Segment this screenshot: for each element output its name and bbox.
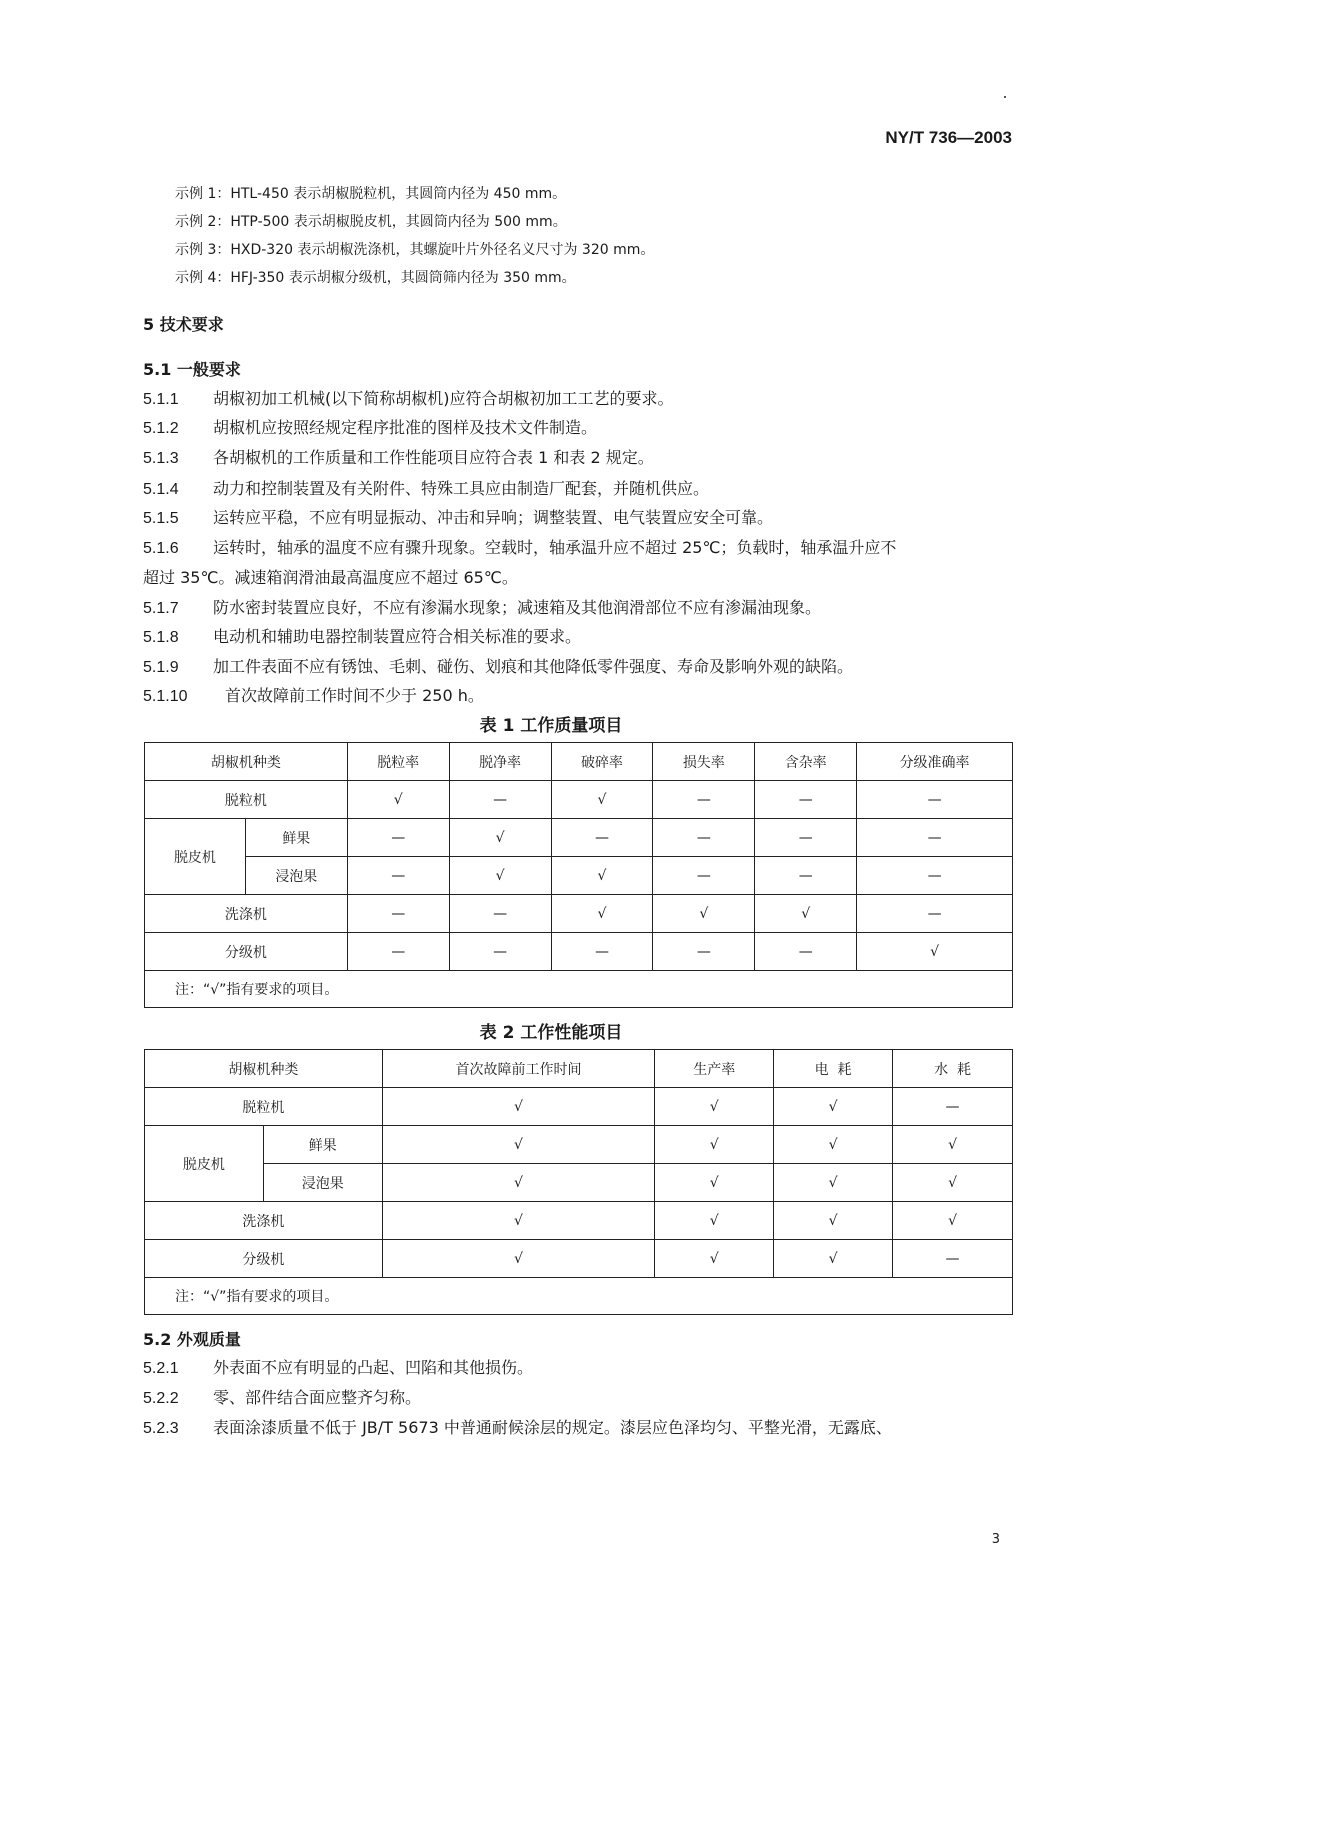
clause-text: 运转时，轴承的温度不应有骤升现象。空载时，轴承温升应不超过 25℃；负载时，轴承温升应不: [213, 538, 897, 557]
table-cell: —: [653, 781, 755, 819]
table-cell: —: [653, 819, 755, 857]
table-cell: √: [449, 857, 551, 895]
table-row: [145, 781, 1013, 819]
clause-number: 5.1.4: [143, 481, 179, 498]
clause-number: 5.2.1: [143, 1360, 179, 1377]
clause-5-1-6: [143, 535, 896, 558]
sub-type-cell: 鲜果: [263, 1126, 382, 1164]
table-cell: √: [347, 781, 449, 819]
table-note-row: [145, 1278, 1013, 1315]
table-cell: √: [774, 1164, 893, 1202]
table-cell: —: [653, 933, 755, 971]
table-cell: √: [449, 819, 551, 857]
table-cell: √: [653, 895, 755, 933]
machine-type-cell: 脱粒机: [145, 781, 348, 819]
table-row: [145, 1126, 1013, 1164]
clause-5-1-3: [143, 445, 654, 468]
clause-5-1-9: [143, 654, 853, 677]
table-note-row: [145, 971, 1013, 1008]
table-cell: √: [655, 1202, 774, 1240]
table-cell: √: [893, 1126, 1013, 1164]
clause-number: 5.1.5: [143, 510, 179, 527]
clause-number: 5.1.10: [143, 688, 188, 705]
clause-5-1-6-continued: 超过 35℃。减速箱润滑油最高温度应不超过 65℃。: [143, 568, 518, 587]
section-5-1-heading: 5.1 一般要求: [143, 360, 241, 379]
table-cell: √: [893, 1202, 1013, 1240]
table-header-cell: 损失率: [653, 743, 755, 781]
table-row: [145, 857, 1013, 895]
section-5-heading: 5 技术要求: [143, 315, 224, 334]
clause-number: 5.1.1: [143, 391, 179, 408]
clause-5-1-4: [143, 476, 709, 499]
clause-5-1-1: [143, 386, 674, 409]
table-header-cell: 首次故障前工作时间: [382, 1050, 655, 1088]
clause-number: 5.1.7: [143, 600, 179, 617]
table-cell: —: [653, 857, 755, 895]
table-row: [145, 1240, 1013, 1278]
table-header-cell: 分级准确率: [857, 743, 1013, 781]
clause-number: 5.1.9: [143, 659, 179, 676]
table-row: [145, 895, 1013, 933]
machine-type-cell: 分级机: [145, 1240, 383, 1278]
machine-type-cell: 脱粒机: [145, 1088, 383, 1126]
table-header-cell: 胡椒机种类: [145, 1050, 383, 1088]
table-cell: √: [774, 1202, 893, 1240]
table-cell: √: [382, 1164, 655, 1202]
clause-text: 胡椒机应按照经规定程序批准的图样及技术文件制造。: [213, 418, 598, 437]
clause-number: 5.1.6: [143, 540, 179, 557]
standard-number-header: NY/T 736—2003: [885, 128, 1012, 147]
clause-text: 首次故障前工作时间不少于 250 h。: [225, 686, 484, 705]
machine-type-cell: 洗涤机: [145, 1202, 383, 1240]
clause-text: 运转应平稳，不应有明显振动、冲击和异响；调整装置、电气装置应安全可靠。: [213, 508, 774, 527]
clause-text: 零、部件结合面应整齐匀称。: [213, 1388, 422, 1407]
table-header-cell: 脱粒率: [347, 743, 449, 781]
table-cell: —: [857, 781, 1013, 819]
table-header-cell: 胡椒机种类: [145, 743, 348, 781]
example-2: 示例 2：HTP-500 表示胡椒脱皮机，其圆筒内径为 500 mm。: [175, 214, 567, 230]
clause-text: 表面涂漆质量不低于 JB/T 5673 中普通耐候涂层的规定。漆层应色泽均匀、平整光滑，无露底、: [213, 1418, 892, 1437]
table-note: 注：“√”指有要求的项目。: [145, 1278, 1013, 1315]
table-1: [144, 742, 1013, 1008]
clause-text: 动力和控制装置及有关附件、特殊工具应由制造厂配套，并随机供应。: [213, 479, 710, 498]
scan-speck: [1004, 96, 1006, 98]
page-number: 3: [991, 1532, 1000, 1547]
table-cell: —: [755, 857, 857, 895]
table-cell: √: [382, 1088, 655, 1126]
table-cell: —: [347, 895, 449, 933]
table-cell: √: [857, 933, 1013, 971]
table-cell: √: [382, 1202, 655, 1240]
table-cell: —: [755, 933, 857, 971]
table-cell: √: [655, 1126, 774, 1164]
table-cell: —: [893, 1240, 1013, 1278]
table-row: [145, 1088, 1013, 1126]
table-cell: √: [551, 857, 653, 895]
table-cell: —: [857, 857, 1013, 895]
table-header-cell: 脱净率: [449, 743, 551, 781]
sub-type-cell: 浸泡果: [245, 857, 347, 895]
table-cell: √: [382, 1126, 655, 1164]
clause-number: 5.1.2: [143, 420, 179, 437]
table-cell: √: [655, 1240, 774, 1278]
machine-type-cell: 分级机: [145, 933, 348, 971]
clause-5-1-7: [143, 595, 821, 618]
table-cell: √: [755, 895, 857, 933]
table-cell: √: [774, 1088, 893, 1126]
table-cell: —: [449, 895, 551, 933]
table-cell: —: [551, 819, 653, 857]
table-cell: —: [449, 933, 551, 971]
table-cell: —: [449, 781, 551, 819]
table-cell: —: [857, 895, 1013, 933]
table-row: [145, 933, 1013, 971]
table-1-caption: 表 1 工作质量项目: [479, 716, 623, 736]
clause-text: 外表面不应有明显的凸起、凹陷和其他损伤。: [213, 1358, 534, 1377]
clause-5-1-8: [143, 624, 581, 647]
clause-number: 5.1.8: [143, 629, 179, 646]
clause-text: 各胡椒机的工作质量和工作性能项目应符合表 1 和表 2 规定。: [213, 448, 654, 467]
clause-5-2-1: [143, 1355, 533, 1378]
table-cell: —: [755, 781, 857, 819]
machine-group-cell: 脱皮机: [145, 819, 246, 895]
example-4: 示例 4：HFJ-350 表示胡椒分级机，其圆筒筛内径为 350 mm。: [175, 270, 576, 286]
table-cell: √: [893, 1164, 1013, 1202]
table-cell: —: [347, 857, 449, 895]
table-cell: —: [551, 933, 653, 971]
table-header-cell: 生产率: [655, 1050, 774, 1088]
table-header-row: [145, 1050, 1013, 1088]
sub-type-cell: 浸泡果: [263, 1164, 382, 1202]
clause-text: 电动机和辅助电器控制装置应符合相关标准的要求。: [213, 627, 582, 646]
section-5-2-heading: 5.2 外观质量: [143, 1330, 241, 1349]
clause-number: 5.1.3: [143, 450, 179, 467]
clause-5-1-10: [143, 683, 484, 706]
table-row: [145, 1164, 1013, 1202]
table-header-cell: 含杂率: [755, 743, 857, 781]
table-cell: —: [347, 819, 449, 857]
example-1: 示例 1：HTL-450 表示胡椒脱粒机，其圆筒内径为 450 mm。: [175, 186, 567, 202]
clause-number: 5.2.3: [143, 1420, 179, 1437]
table-cell: —: [893, 1088, 1013, 1126]
sub-type-cell: 鲜果: [245, 819, 347, 857]
table-header-row: [145, 743, 1013, 781]
clause-text: 胡椒初加工机械(以下简称胡椒机)应符合胡椒初加工工艺的要求。: [213, 389, 674, 408]
table-2: [144, 1049, 1013, 1315]
table-cell: —: [347, 933, 449, 971]
clause-5-2-3: [143, 1415, 892, 1438]
table-note: 注：“√”指有要求的项目。: [145, 971, 1013, 1008]
table-row: [145, 819, 1013, 857]
table-header-cell: 水 耗: [893, 1050, 1013, 1088]
table-cell: √: [551, 781, 653, 819]
clause-number: 5.2.2: [143, 1390, 179, 1407]
table-cell: √: [551, 895, 653, 933]
machine-type-cell: 洗涤机: [145, 895, 348, 933]
clause-text: 加工件表面不应有锈蚀、毛刺、碰伤、划痕和其他降低零件强度、寿命及影响外观的缺陷。: [213, 657, 854, 676]
table-header-cell: 电 耗: [774, 1050, 893, 1088]
table-cell: √: [774, 1240, 893, 1278]
table-cell: √: [655, 1088, 774, 1126]
table-header-cell: 破碎率: [551, 743, 653, 781]
clause-5-2-2: [143, 1385, 421, 1408]
table-row: [145, 1202, 1013, 1240]
table-cell: √: [382, 1240, 655, 1278]
table-cell: —: [755, 819, 857, 857]
clause-5-1-2: [143, 415, 597, 438]
example-3: 示例 3：HXD-320 表示胡椒洗涤机，其螺旋叶片外径名义尺寸为 320 mm。: [175, 242, 655, 258]
clause-5-1-5: [143, 505, 773, 528]
table-2-caption: 表 2 工作性能项目: [479, 1023, 623, 1043]
table-cell: —: [857, 819, 1013, 857]
table-cell: √: [774, 1126, 893, 1164]
table-cell: √: [655, 1164, 774, 1202]
clause-text: 防水密封装置应良好，不应有渗漏水现象；减速箱及其他润滑部位不应有渗漏油现象。: [213, 598, 822, 617]
machine-group-cell: 脱皮机: [145, 1126, 264, 1202]
